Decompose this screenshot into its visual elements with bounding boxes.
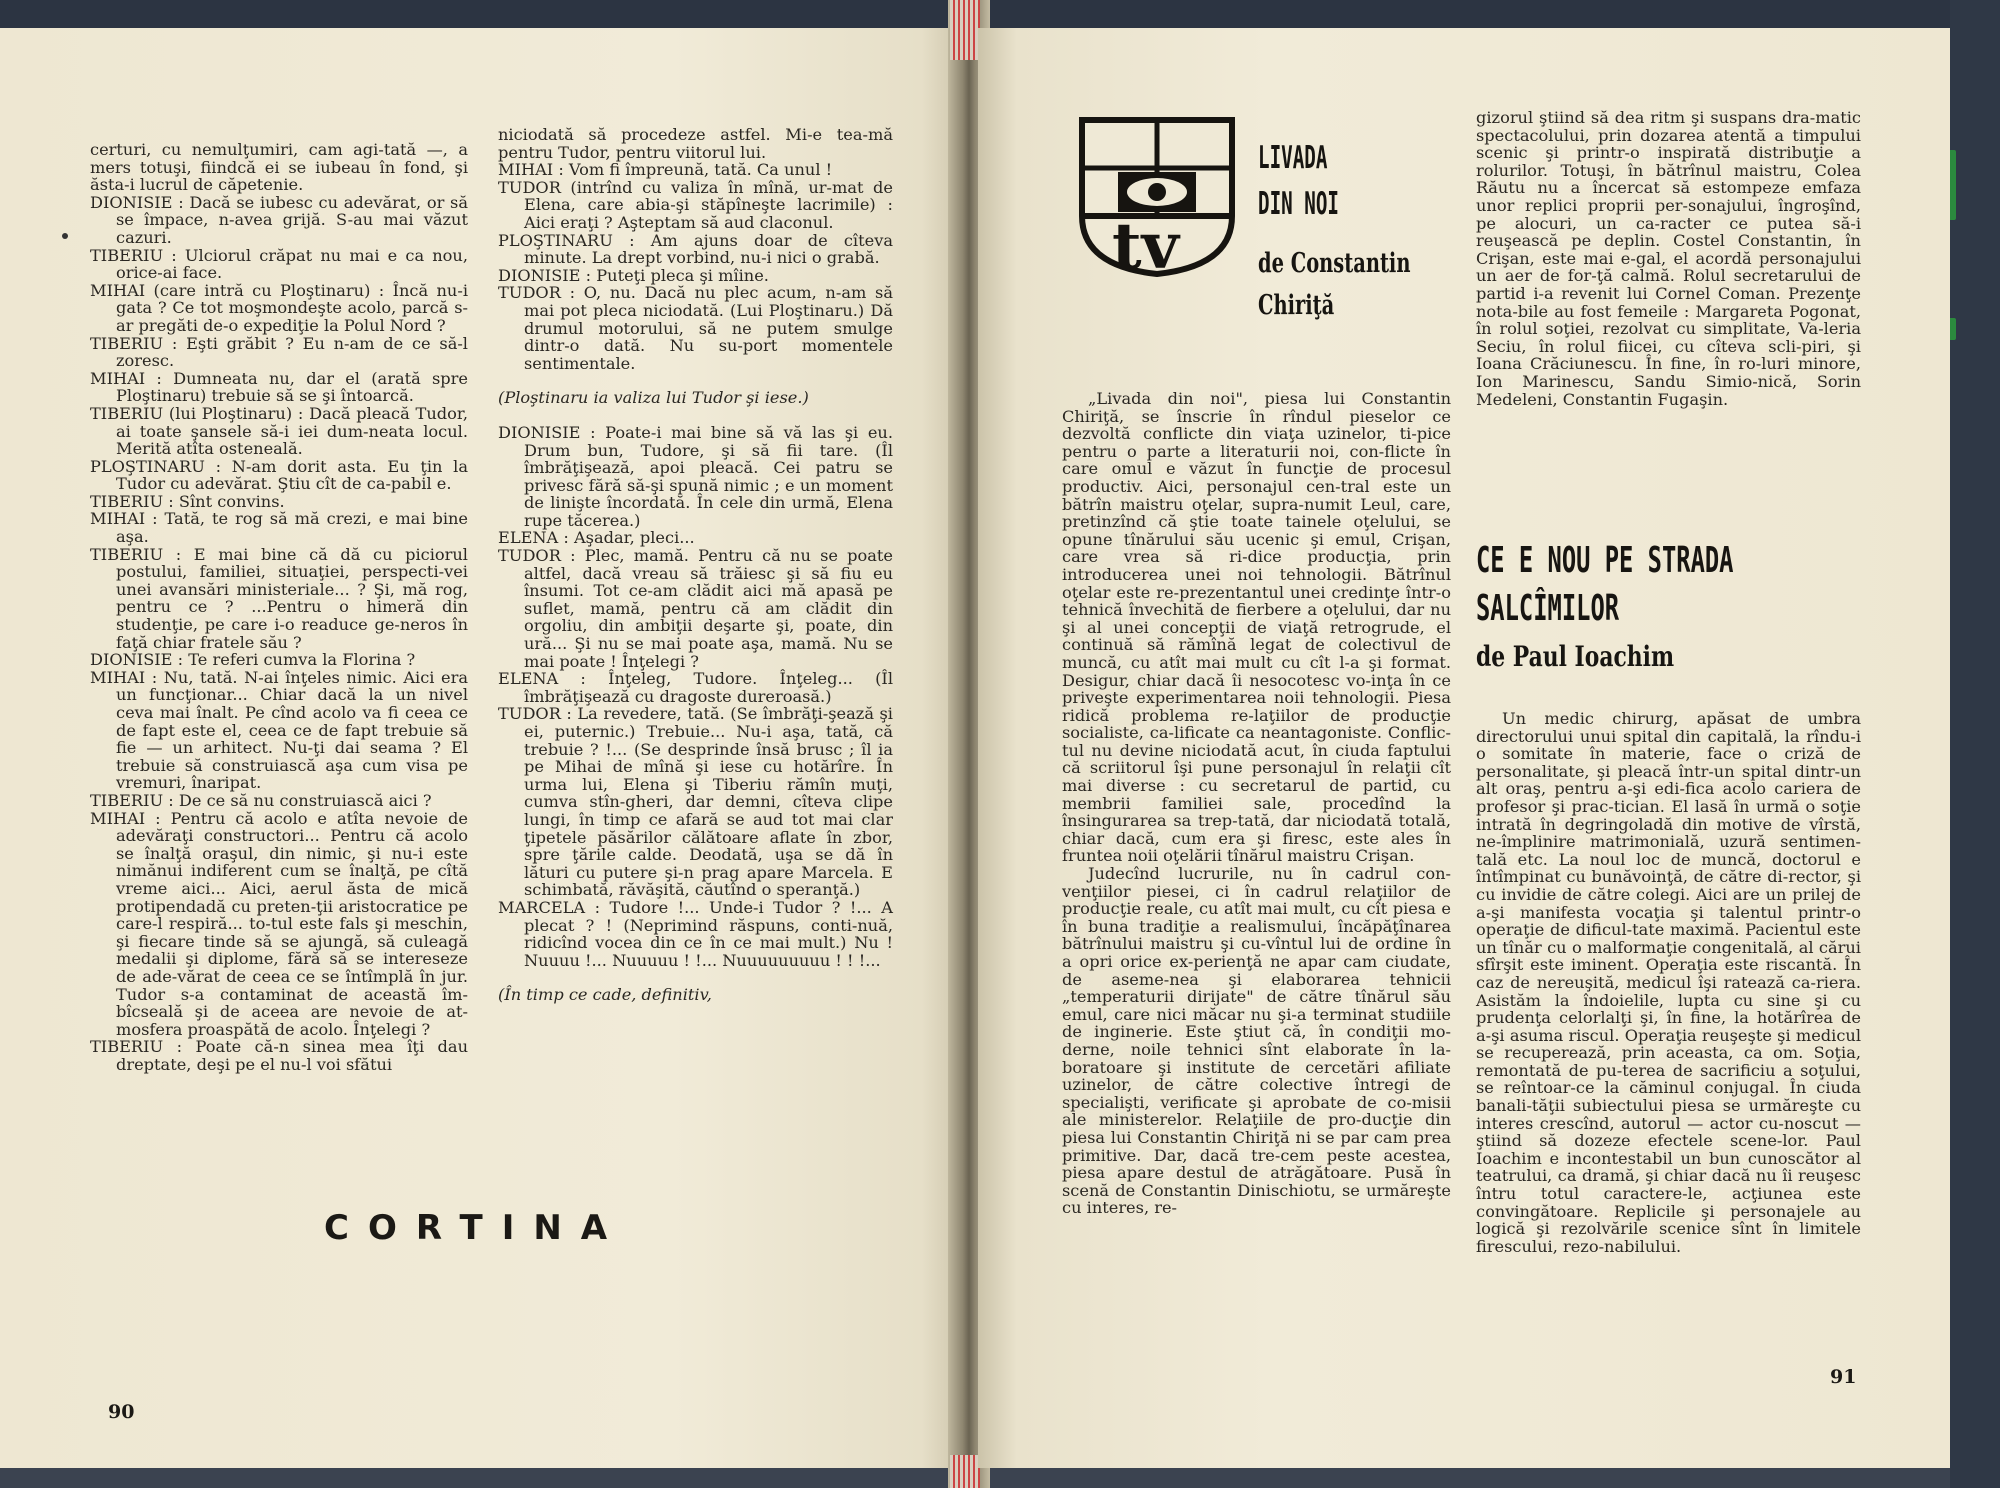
- text-paragraph: gizorul ştiind să dea ritm şi suspans dra-matic spectacolului, prin dozarea atentă a timpului scenic şi printr-o inspirată distribuţie a rolurilor. Totuşi, în bătrînul maistru, Colea Răutu nu a încercat să estompeze emfaza unor replici proprii per-sonajului, îngroşînd, pe alocuri, un ca-racter ce putea să-i reuşească pe deplin. Costel Constantin, în Crişan, este mai e-gal, el acordă personajului un aer de for-ţă calmă. Rolul secretarului de partid i-a revenit lui Cornel Coman. Prezenţe nota-bile au fost femeile : Margareta Pogonat, în rolul soţiei, rezolvat cu simplitate, Va-leria Seciu, în rolul fiicei, cu cîteva scli-piri, şi Ioana Crăciunescu. În fine, în ro-luri minore, Ion Marinescu, Sandu Simio-nică, Sorin Medeleni, Constantin Fugaşin.: [1476, 108, 1861, 409]
- text-paragraph: niciodată să procedeze astfel. Mi-e tea-mă pentru Tudor, pentru viitorul lui.: [498, 125, 893, 162]
- text-paragraph: TIBERIU : Sînt convins.: [90, 491, 285, 511]
- text-paragraph: Un medic chirurg, apăsat de umbra directorului unui spital din capitală, la rîndu-i o somitate în materie, face o criză de personalitate, şi pleacă într-un spital dintr-un alt oraş, pentru a-şi edi-fica acolo cariera de profesor şi prac-tician. El lasă în urmă o soţie intrată în degringoladă din motive de vîrstă, ne-împlinire matrimonială, uzură sentimen-tală etc. La noul loc de muncă, doctorul e întîmpinat cu bunăvoinţă, de către di-rector, şi cu invidie de către colegi. Aici are un prilej de a-şi manifesta vocaţia şi talentul printr-o operaţie de dificul-tate maximă. Pacientul este un tînăr cu o malformaţie congenitală, al cărui sfîrşit este iminent. Operaţia este riscantă. În caz de nereuşită, medicul îşi ratează ca-riera. Asistăm la îndoielile, lupta cu sine şi cu prudenţa celorlalţi şi, în fine, la hotărîrea de a-şi asuma riscul. Operaţia reuşeşte şi medicul se recuperează, prin aceasta, ca om. Soţia, remontată de pu-terea de sacrificiu a soţului, se reîntoar-ce la căminul conjugal. În ciuda banali-tăţii subiectului piesa se urmăreşte cu interes crescînd, autorul — actor cu-noscut — ştiind să dozeze efectele scene-lor. Paul Ioachim e incontestabil un bun cunoscător al teatrului, ca dramă, şi chiar dacă nu îi reuşesc întru totul caractere-le, acţiunea este convingătoare. Replicile şi personajele au logică şi rezolvările scenice sînt în limitele firescului, rezo-nabilului.: [1476, 709, 1861, 1256]
- text-paragraph: (Ploştinaru ia valiza lui Tudor şi iese.): [498, 388, 809, 408]
- text-paragraph: Judecînd lucrurile, nu în cadrul con-venţiilor piesei, ci în cadrul relaţiilor de producţie reale, cu atît mai mult, cu cît piesa e în buna tradiţie a realismului, încăpăţînarea bătrînului maistru şi cu-vîntul lui de ordine în a opri orice ex-perienţă ne apar cam ciudate, de aseme-nea şi elaborarea tehnicii „temperaturii dirijate" de către tînărul său emul, care nici măcar nu şi-a terminat studiile de inginerie. Este ştiut că, în condiţii mo-derne, noile tehnici sînt elaborate în la-boratoare şi institute de cercetări afiliate uzinelor, de către colective întregi de specialişti, verificate şi aprobate de co-misii ale ministerelor. Relaţiile de pro-ducţie din piesa lui Constantin Chiriţă ni se par cam prea primitive. Dar, dacă tre-cem peste acestea, piesa apare destul de atrăgătoare. Pusă în scenă de Constantin Dinischiotu, se urmăreşte cu interes, re-: [1062, 864, 1451, 1218]
- text-paragraph: MIHAI : Pentru că acolo e atîta nevoie de adevăraţi constructori... Pentru că acolo se înalţă oraşul, din nimic, şi nu-i este nimănui indiferent cum se înalţă, pe cîtă vreme aici... Aici, aerul ăsta de mică protipendadă cu preten-ţii aristocratice pe care-l respiră... to-tul este fals şi meschin, şi fiecare tinde să se ajungă, să culeagă medalii şi diplome, fără să se intereseze de ade-vărat de ceea ce se întîmplă în jur. Tudor s-a contaminat de această îm-bîcseală şi de aceea are nevoie de at-mosfera proaspătă de acolo. Înţelegi ?: [90, 808, 468, 1039]
- article1-author-line2: Chiriţă: [1258, 290, 1335, 321]
- text-paragraph: MIHAI : Nu, tată. N-ai înţeles nimic. Aici era un funcţionar... Chiar dacă la un nivel ceva mai înalt. Pe cînd acolo va fi ceea ce de fapt este el, ceea ce de fapt trebuie să fie — un arhitect. Nu-ţi dai seama ? El trebuie să construiască aşa cum visa pe vremuri, înaripat.: [90, 667, 468, 793]
- tv-logo-icon: [1076, 116, 1238, 278]
- text-paragraph: TIBERIU (lui Ploştinaru) : Dacă pleacă Tudor, ai toate şansele să-i iei dum-neata locul. Merită atîta osteneală.: [90, 403, 468, 459]
- text-paragraph: MIHAI : Tată, te rog să mă crezi, e mai bine aşa.: [90, 509, 468, 547]
- article1-title-line1: LIVADA: [1258, 140, 1328, 176]
- text-paragraph: DIONISIE : Te referi cumva la Florina ?: [90, 650, 416, 670]
- cortina-heading: CORTINA: [324, 1208, 627, 1248]
- logo-letters: tv: [1112, 209, 1179, 278]
- text-paragraph: DIONISIE : Dacă se iubesc cu adevărat, or să se împace, n-avea grijă. S-au mai văzut cazuri.: [90, 192, 468, 247]
- text-paragraph: TIBERIU : Poate că-n sinea mea îţi dau dreptate, deşi pe el nu-l voi sfătui: [90, 1037, 468, 1074]
- text-paragraph: certuri, cu nemulţumiri, cam agi-tată —, a mers totuşi, fiindcă ei se iubeau în fond, şi ăsta-i lucrul de căpetenie.: [90, 140, 468, 195]
- text-paragraph: TUDOR : Plec, mamă. Pentru că nu se poate altfel, dacă vreau să trăiesc şi să fiu eu însumi. Tot ce-am clădit aici mă apasă pe suflet, mamă, pentru că am clădit din orgoliu, din ambiţii deşarte şi, poate, din ură... Şi nu se mai poate aşa, mamă. Nu se mai poate ! Înţelegi ?: [498, 546, 893, 671]
- text-paragraph: TIBERIU : De ce să nu construiască aici ?: [90, 790, 432, 810]
- spacer: [498, 372, 893, 389]
- text-paragraph: TIBERIU : E mai bine că dă cu piciorul postului, familiei, situaţiei, perspecti-vei unei avansări ministeriale... ? Şi, mă rog, pentru ce ? ...Pentru o himeră din studenţie, pe care i-o readuce ge-neros în faţă chiar fratele său ?: [90, 544, 468, 652]
- text-paragraph: MIHAI : Dumneata nu, dar el (arată spre Ploştinaru) trebuie să se şi întoarcă.: [90, 368, 468, 406]
- article1-column-2: [1476, 109, 1861, 408]
- text-paragraph: „Livada din noi", piesa lui Constantin Chiriţă, se înscrie în rîndul pieselor ce dezvoltă conflicte din viaţa uzinelor, ti-pice pentru o parte a literaturii noi, con-flicte în care omul e văzut în funcţie de procesul productiv. Aici, personajul cen-tral este un bătrîn maistru oţelar, supra-numit Leul, care, pretinzînd că ştie toate tainele oţelului, se opune tînărului său ucenic şi emul, Crişan, care vrea să ri-dice producţia, prin introducerea unei noi tehnologii. Bătrînul oţelar este re-prezentantul unei credinţe într-o tehnică învechită de fierbere a oţelului, dar nu şi al unei concepţii de viaţă retrogrude, el continuă să rămînă legat de colectivul de muncă, cu atît mai mult cu cît l-a şi format. Desigur, chiar dacă îi nesocotesc vo-inţa în ce priveşte experimentarea noii tehnologii. Piesa ridică problema re-laţiilor de producţie socialiste, ca-lificate ca neantagoniste. Conflic-tul nu devine niciodată acut, în ciuda faptului că scriitorul îşi pune personajul în relaţii cît mai diverse : cu secretarul de partid, cu membrii familiei sale, procedînd la însingurarea sa trep-tată, dar niciodată totală, chiar dacă, cum era şi firesc, este ales în fruntea noii oţelării tînărul maistru Crişan.: [1062, 389, 1451, 866]
- page-number-left: 90: [108, 1401, 135, 1423]
- spacer: [498, 407, 893, 424]
- article1-title-line2: DIN NOI: [1258, 186, 1340, 222]
- text-paragraph: TUDOR : O, nu. Dacă nu plec acum, n-am să mai pot pleca niciodată. (Lui Ploştinaru.) Dă drumul motorului, să ne putem smulge dintr-o dată. Nu su-port momentele sentimentale.: [498, 283, 893, 373]
- text-paragraph: MIHAI : Vom fi împreună, tată. Ca unul !: [498, 160, 833, 180]
- article2-author: de Paul Ioachim: [1476, 640, 1675, 673]
- spacer: [498, 969, 893, 986]
- text-paragraph: DIONISIE : Puteţi pleca şi mîine.: [498, 265, 769, 285]
- binding-thread-bottom: [950, 1455, 980, 1488]
- ink-speck: [62, 233, 68, 239]
- book-cover-edge: [1950, 0, 2000, 1488]
- text-paragraph: TUDOR (intrînd cu valiza în mînă, ur-mat de Elena, care abia-şi stăpîneşte lacrimile) : Aici eraţi ? Aşteptam să aud claconul.: [498, 177, 893, 232]
- text-paragraph: ELENA : Aşadar, pleci...: [498, 528, 695, 548]
- text-paragraph: TUDOR : La revedere, tată. (Se îmbrăţi-şează şi ei, puternic.) Trebuie... Nu-i aşa, tată, că trebuie ? !... (Se desprinde însă brusc ; îl ia pe Mihai de mînă şi iese cu hotărîre. În urma lui, Elena şi Tiberiu rămîn muţi, cumva stîn-gheri, dar demni, cîteva clipe lungi, în timp ce afară se aud tot mai clar ţipetele păsărilor călătoare aflate în zbor, spre ţările calde. Deodată, uşa se dă în lături cu putere şi-n prag apare Marcela. E schimbată, răvăşită, căutînd o speranţă.): [498, 704, 893, 900]
- text-paragraph: (În timp ce cade, definitiv,: [498, 985, 712, 1005]
- article1-author-line1: de Constantin: [1258, 248, 1411, 279]
- text-column-2: [498, 126, 893, 1004]
- article2-title-line1: CE E NOU PE STRADA: [1476, 540, 1734, 581]
- text-paragraph: ELENA : Înţeleg, Tudore. Înţeleg... (Îl îmbrăţişează cu dragoste dureroasă.): [498, 669, 893, 706]
- text-paragraph: MIHAI (care intră cu Ploştinaru) : Încă nu-i gata ? Ce tot moşmondeşte acolo, parcă s-ar pregăti de-o expediţie la Polul Nord ?: [90, 280, 468, 335]
- article1-column-1: [1062, 390, 1451, 1217]
- text-paragraph: TIBERIU : Eşti grăbit ? Eu n-am de ce să-l zoresc.: [90, 333, 468, 371]
- left-page: [0, 28, 960, 1468]
- text-paragraph: TIBERIU : Ulciorul crăpat nu mai e ca nou, orice-ai face.: [90, 245, 468, 283]
- text-paragraph: PLOŞTINARU : N-am dorit asta. Eu ţin la Tudor cu adevărat. Ştiu cît de ca-pabil e.: [90, 456, 468, 494]
- article2-column: [1476, 710, 1861, 1255]
- article2-title-line2: SALCÎMILOR: [1476, 588, 1620, 629]
- text-paragraph: DIONISIE : Poate-i mai bine să vă las şi eu. Drum bun, Tudore, şi să fii tare. (Îl îmbrăţişează, apoi pleacă. Cei patru se privesc fără să-şi spună nimic ; e un moment de linişte încordată. În cele din urmă, Elena rupe tăcerea.): [498, 422, 893, 530]
- text-paragraph: MARCELA : Tudore !... Unde-i Tudor ? !... A plecat ? ! (Neprimind răspuns, conti-nuă, ridicînd vocea din ce în ce mai mult.) Nu ! Nuuuu !... Nuuuuu ! !... Nuuuuuuuuu ! ! !...: [498, 897, 893, 970]
- book-cover-top: [0, 0, 2000, 30]
- text-paragraph: PLOŞTINARU : Am ajuns doar de cîteva minute. La drept vorbind, nu-i nici o grabă.: [498, 230, 893, 268]
- binding-thread-top: [950, 0, 980, 60]
- page-number-right: 91: [1830, 1366, 1857, 1388]
- text-column-1: [90, 141, 468, 1073]
